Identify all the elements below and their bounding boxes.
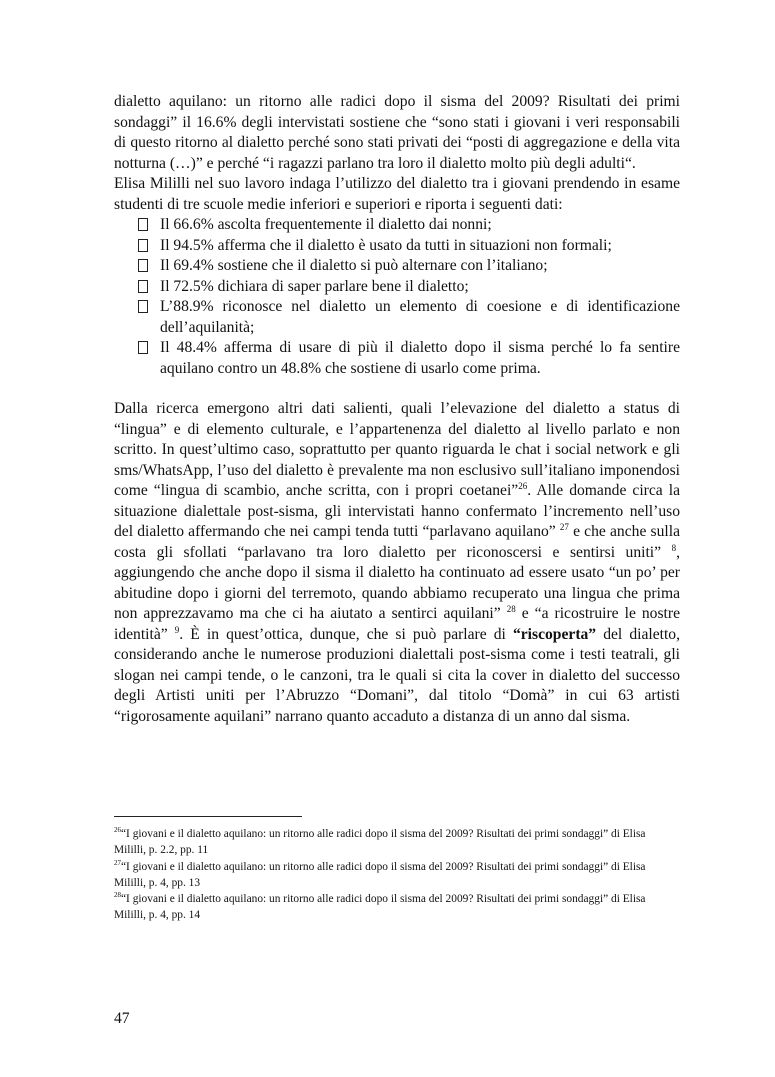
square-bullet-icon (138, 239, 148, 252)
square-bullet-icon (138, 280, 148, 293)
list-item: Il 72.5% dichiara di saper parlare bene il dialetto; (114, 277, 680, 298)
footnotes (114, 826, 680, 924)
paragraph-2: Elisa Mililli nel suo lavoro indaga l’utilizzo del dialetto tra i giovani prendendo in esame studenti di tre scuole medie inferiori e superiori e riporta i seguenti dati: (114, 175, 680, 213)
footnote-ref[interactable]: 27 (559, 521, 569, 532)
paragraph-3: Dalla ricerca emergono altri dati salienti, quali l’elevazione del dialetto a status di “lingua” e di elemento culturale, e l’appartenenza del dialetto al livello parlato e non scritto. In quest’ultimo caso, soprattutto per quanto riguarda le chat i social network e gli sms/WhatsApp, l’uso del dialetto è prevalente ma non esclusivo sull’italiano imponendosi come “lingua di scambio, anche scritta, con i propri coetanei”$^{26}$. Alle domande circa la situazione dialettale post-sisma, gli intervistati hanno confermato l’incremento nell’uso del dialetto affermando che nei campi tenda tutti “parlavano aquilano” $^{27}$ e che anche sulla costa gli sfollati “parlavano tra loro dialetto per riconoscersi e sentirsi uniti” $^8$, aggiungendo che anche dopo il sisma il dialetto ha continuato ad essere usato “un po’ per abitudine dopo i giorni del terremoto, quando abbiamo recuperato una lingua che prima non apprezzavamo ma che ci ha aiutato a sentirci aquilani” $^{28}$ e “a ricostruire le nostre identità” $^9$. È in quest’ottica, dunque, che si può parlare di “riscoperta” del dialetto, considerando anche le numerose produzioni dialettali post-sisma come i testi teatrali, gli slogan nei campi tende, o le canzoni, tra le quali si cita la cover in dialetto del successo degli Artisti uniti per l’Abruzzo “Domani”, dal titolo “Domà” in cui 63 artisti “rigorosamente aquilani” narrano quanto accaduto a distanza di un anno dal sisma. (114, 400, 680, 725)
list-item: Il 66.6% ascolta frequentemente il dialetto dai nonni; (114, 215, 680, 236)
footnote-ref[interactable]: 26 (518, 480, 528, 491)
bullet-list (114, 215, 680, 379)
square-bullet-icon (138, 341, 148, 354)
page-number: 47 (114, 1010, 130, 1027)
footnote-separator (114, 816, 302, 817)
paragraph-1: dialetto aquilano: un ritorno alle radici dopo il sisma del 2009? Risultati dei primi sondaggi” il 16.6% degli intervistati sostiene che “sono stati i giovani i veri responsabili di questo ritorno al dialetto perché sono stati privati dei “posti di aggregazione e della vita notturna (…)” e perché “i ragazzi parlano tra loro il dialetto molto più degli adulti“. (114, 93, 680, 172)
footnote: $^{28}$“I giovani e il dialetto aquilano: un ritorno alle radici dopo il sisma del 2009? Risultati dei primi sondaggi” di Elisa Mililli, p. 4, pp. 14 (114, 891, 646, 922)
footnote-ref[interactable]: 8 (671, 542, 677, 553)
list-item: L’88.9% riconosce nel dialetto un elemento di coesione e di identificazione dell’aquilanità; (114, 297, 680, 338)
list-item: Il 48.4% afferma di usare di più il dialetto dopo il sisma perché lo fa sentire aquilano contro un 48.8% che sostiene di usarlo come prima. (114, 338, 680, 379)
emphasis-riscoperta: “riscoperta” (512, 625, 597, 643)
square-bullet-icon (138, 300, 148, 313)
list-item: Il 69.4% sostiene che il dialetto si può alternare con l’italiano; (114, 256, 680, 277)
footnote: $^{26}$“I giovani e il dialetto aquilano: un ritorno alle radici dopo il sisma del 2009? Risultati dei primi sondaggi” di Elisa Mililli, p. 2.2, pp. 11 (114, 826, 646, 857)
body-text (114, 92, 680, 727)
footnote: $^{27}$“I giovani e il dialetto aquilano: un ritorno alle radici dopo il sisma del 2009? Risultati dei primi sondaggi” di Elisa Mililli, p. 4, pp. 13 (114, 858, 646, 889)
square-bullet-icon (138, 218, 148, 231)
footnote-ref[interactable]: 9 (174, 624, 180, 635)
paragraph-spacer (114, 379, 680, 399)
footnote-ref[interactable]: 28 (506, 603, 516, 614)
square-bullet-icon (138, 259, 148, 272)
list-item: Il 94.5% afferma che il dialetto è usato da tutti in situazioni non formali; (114, 236, 680, 257)
